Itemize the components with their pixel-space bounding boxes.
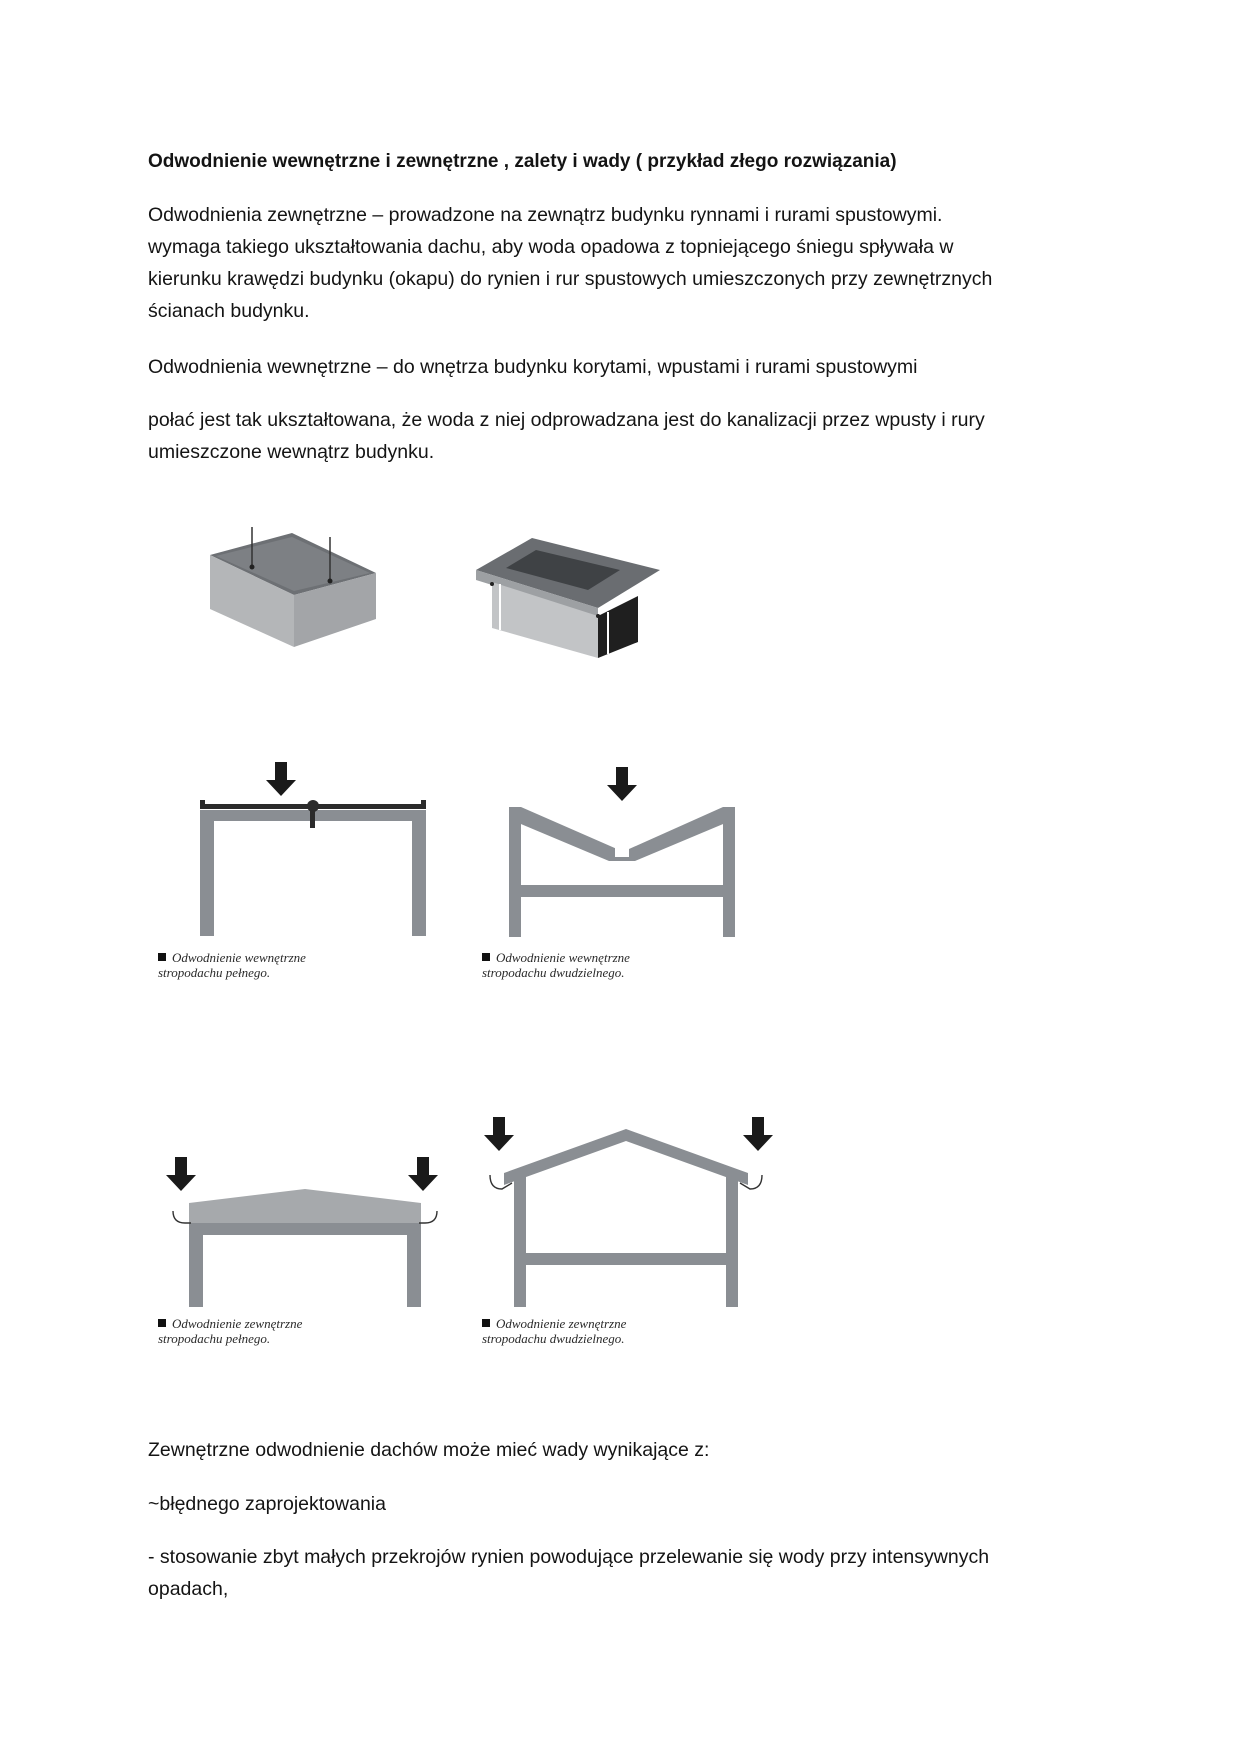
hip-roof-3d-illustration: [470, 530, 670, 660]
text-line: połać jest tak ukształtowana, że woda z niej odprowadzana jest do kanalizacji przez wpusty i rury: [148, 409, 985, 431]
defects-intro: Zewnętrzne odwodnienie dachów może mieć wady wynikające z:: [148, 1439, 710, 1461]
internal-two-part-roof-section-diagram: [505, 765, 745, 945]
text-line: - stosowanie zbyt małych przekrojów rynien powodujące przelewanie się wody przy intensywnych: [148, 1546, 990, 1568]
text-line: Odwodnienia zewnętrzne – prowadzone na zewnątrz budynku rynnami i rurami spustowymi.: [148, 204, 943, 226]
bullet-icon: [482, 953, 490, 961]
down-arrow-icon: [484, 1117, 514, 1151]
internal-full-roof-section-diagram: [190, 760, 440, 945]
external-two-part-roof-section-diagram: [482, 1115, 772, 1315]
text-line: wymaga takiego ukształtowania dachu, aby woda opadowa z topniejącego śniegu spływała w: [148, 236, 954, 258]
caption-external-two: Odwodnienie zewnętrzne stropodachu dwudzielnego.: [482, 1316, 627, 1346]
caption-internal-two: Odwodnienie wewnętrzne stropodachu dwudzielnego.: [482, 950, 630, 980]
text-line: ścianach budynku.: [148, 300, 310, 322]
caption-external-full: Odwodnienie zewnętrzne stropodachu pełnego.: [158, 1316, 303, 1346]
down-arrow-icon: [166, 1157, 196, 1191]
down-arrow-icon: [266, 762, 296, 796]
caption-internal-full: Odwodnienie wewnętrzne stropodachu pełnego.: [158, 950, 306, 980]
internal-drainage-paragraph: Odwodnienia wewnętrzne – do wnętrza budynku korytami, wpustami i rurami spustowymi: [148, 356, 918, 378]
page-heading: Odwodnienie wewnętrzne i zewnętrzne , zalety i wady ( przykład złego rozwiązania): [148, 151, 897, 172]
down-arrow-icon: [607, 767, 637, 801]
defect-item-design: ~błędnego zaprojektowania: [148, 1493, 386, 1515]
down-arrow-icon: [743, 1117, 773, 1151]
bullet-icon: [158, 953, 166, 961]
text-line: kierunku krawędzi budynku (okapu) do rynien i rur spustowych umieszczonych przy zewnętrznych: [148, 268, 993, 290]
bullet-icon: [158, 1319, 166, 1327]
text-line: opadach,: [148, 1578, 229, 1600]
down-arrow-icon: [408, 1157, 438, 1191]
external-full-roof-section-diagram: [165, 1155, 445, 1310]
text-line: umieszczone wewnątrz budynku.: [148, 441, 435, 463]
flat-roof-3d-illustration: [200, 515, 390, 655]
bullet-icon: [482, 1319, 490, 1327]
